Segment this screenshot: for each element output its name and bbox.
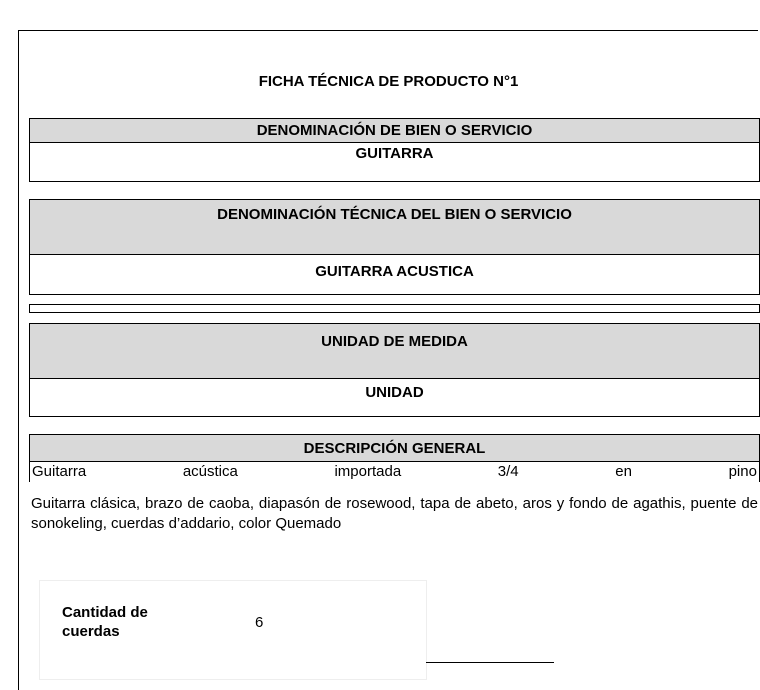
descripcion-paragraph: Guitarra clásica, brazo de caoba, diapasón de rosewood, tapa de abeto, aros y fondo de agathis, puente de sonokeling, cuerdas d’addario, color Quemado [31, 495, 758, 532]
unidad-medida-value: UNIDAD [29, 379, 760, 417]
document-title: FICHA TÉCNICA DE PRODUCTO N°1 [258, 73, 519, 90]
descripcion-word: pino [728, 463, 757, 480]
document-page [18, 30, 758, 690]
empty-row [29, 304, 760, 313]
denominacion-value: GUITARRA [29, 143, 760, 182]
descripcion-word: Guitarra [32, 463, 87, 480]
denominacion-tecnica-header: DENOMINACIÓN TÉCNICA DEL BIEN O SERVICIO [29, 199, 760, 255]
descripcion-word: en [615, 463, 632, 480]
descripcion-word: 3/4 [497, 463, 519, 480]
spec-label: Cantidad de cuerdas [62, 604, 148, 640]
spec-value: 6 [255, 614, 264, 631]
denominacion-tecnica-value: GUITARRA ACUSTICA [29, 255, 760, 295]
descripcion-body [29, 462, 760, 534]
descripcion-general-section [29, 434, 760, 534]
descripcion-general-header: DESCRIPCIÓN GENERAL [29, 434, 760, 462]
descripcion-word: importada [334, 463, 402, 480]
denominacion-header: DENOMINACIÓN DE BIEN O SERVICIO [29, 118, 760, 143]
divider [426, 662, 554, 663]
denominacion-tecnica-section [29, 199, 760, 295]
unidad-medida-section [29, 323, 760, 417]
descripcion-line [29, 462, 760, 482]
unidad-medida-header: UNIDAD DE MEDIDA [29, 323, 760, 379]
descripcion-word: acústica [182, 463, 238, 480]
spec-card [39, 580, 427, 680]
denominacion-section [29, 118, 760, 182]
